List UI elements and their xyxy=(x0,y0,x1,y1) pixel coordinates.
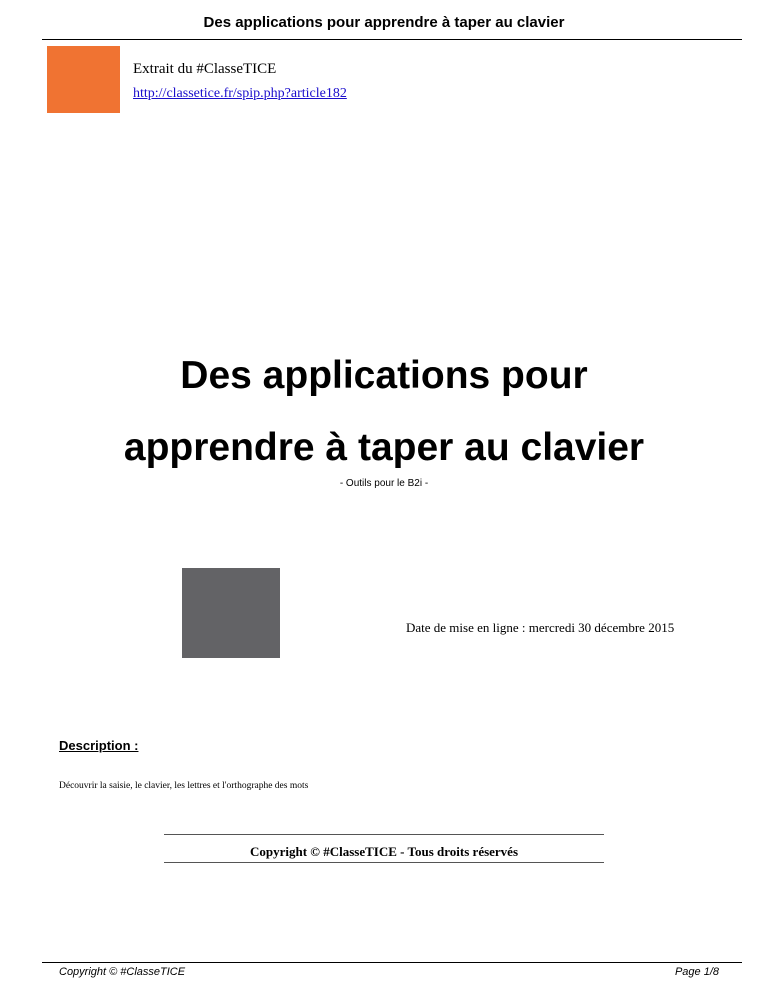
footer-divider xyxy=(42,962,742,963)
header-divider xyxy=(42,39,742,40)
description-heading: Description : xyxy=(59,738,139,753)
description-text: Découvrir la saisie, le clavier, les lettres et l'orthographe des mots xyxy=(59,781,309,791)
publication-date: Date de mise en ligne : mercredi 30 décembre 2015 xyxy=(406,620,675,635)
copyright-divider-bottom xyxy=(164,862,604,863)
copyright-divider-top xyxy=(164,834,604,835)
footer-copyright: Copyright © #ClasseTICE xyxy=(59,966,186,978)
article-link[interactable]: http://classetice.fr/spip.php?article182 xyxy=(133,86,347,101)
source-label: Extrait du #ClasseTICE xyxy=(133,61,277,77)
article-title xyxy=(0,340,768,484)
article-rubrique: - Outils pour le B2i - xyxy=(339,478,429,489)
page-number: Page 1/8 xyxy=(674,966,719,978)
article-image-placeholder xyxy=(182,568,280,658)
site-logo xyxy=(47,46,120,113)
page-header-title: Des applications pour apprendre à taper au clavier xyxy=(203,14,565,31)
article-title-line-1: Des applications pour xyxy=(180,354,588,397)
article-title-line-2: apprendre à taper au clavier xyxy=(123,426,645,469)
copyright-banner: Copyright © #ClasseTICE - Tous droits réservés xyxy=(249,844,519,859)
